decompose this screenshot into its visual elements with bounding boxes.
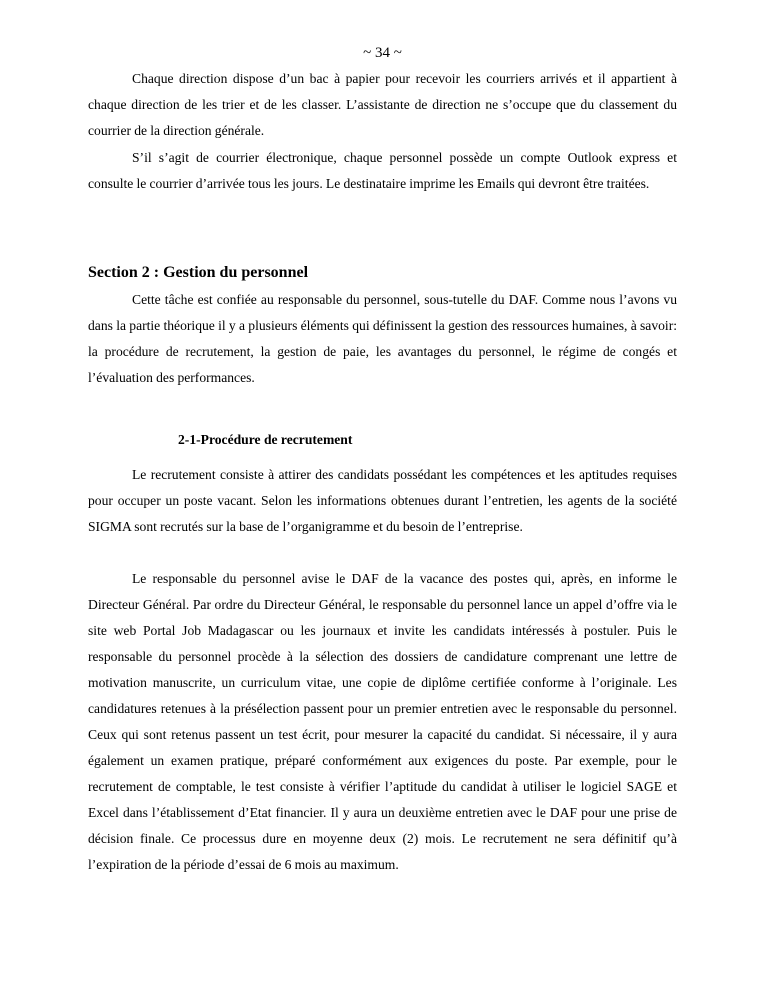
subsection-heading: 2-1-Procédure de recrutement — [178, 432, 353, 447]
paragraph-recruitment-definition: Le recrutement consiste à attirer des candidats possédant les compétences et les aptitudes requises pour occuper un poste vacant. Selon les informations obtenues durant l’entretien, les agents de la société SIGMA sont recrutés sur la base de l’organigramme et du besoin de l’entreprise. — [88, 467, 677, 534]
section-heading: Section 2 : Gestion du personnel — [88, 264, 309, 281]
page-number: ~ 34 ~ — [363, 45, 402, 61]
paragraph-recruitment-process: Le responsable du personnel avise le DAF de la vacance des postes qui, après, en informe le Directeur Général. Par ordre du Directeur Général, le responsable du personnel lance un appel d’offre via le site web Portal Job Madagascar ou les journaux et invite les candidats intéressés à postuler. Puis le responsable du personnel procède à la sélection des dossiers de candidature comprenant une lettre de motivation manuscrite, un curriculum vitae, une copie de diplôme certifiée conforme à l’originale. Les candidatures retenues à la présélection passent pour un premier entretien avec le responsable du personnel. Ceux qui sont retenus passent un test écrit, pour mesurer la capacité du candidat. Si nécessaire, il y aura également un examen pratique, préparé conformément aux exigences du poste. Par exemple, pour le recrutement de comptable, le test consiste à vérifier l’aptitude du candidat à utiliser le logiciel SAGE et Excel dans l’établissement d’Etat financier. Il y aura un deuxième entretien avec le DAF pour une prise de décision finale. Ce processus dure en moyenne deux (2) mois. Le recrutement ne sera définitif qu’à l’expiration de la période d’essai de 6 mois au maximum. — [88, 571, 677, 872]
paragraph-mail-electronic: S’il s’agit de courrier électronique, chaque personnel possède un compte Outlook express et consulte le courrier d’arrivée tous les jours. Le destinataire imprime les Emails qui devront être traitées. — [88, 150, 677, 191]
paragraph-mail-paper: Chaque direction dispose d’un bac à papier pour recevoir les courriers arrivés et il appartient à chaque direction de les trier et de les classer. L’assistante de direction ne s’occupe que du classement du courrier de la direction générale. — [88, 71, 677, 138]
paragraph-section-intro: Cette tâche est confiée au responsable du personnel, sous-tutelle du DAF. Comme nous l’avons vu dans la partie théorique il y a plusieurs éléments qui définissent la gestion des ressources humaines, à savoir: la procédure de recrutement, la gestion de paie, les avantages du personnel, le régime de congés et l’évaluation des performances. — [88, 292, 677, 385]
